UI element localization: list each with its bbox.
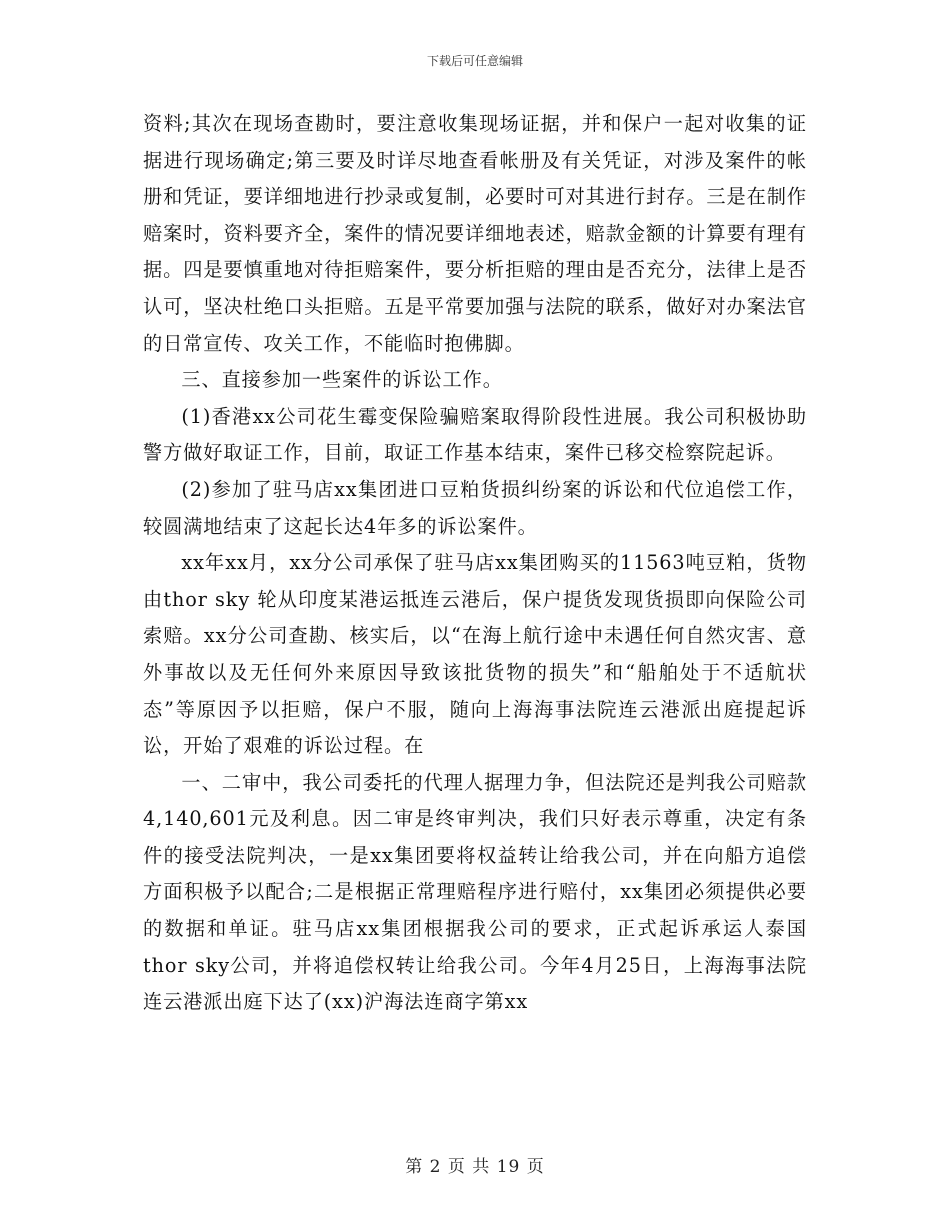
document-body (143, 106, 807, 1021)
header-note: 下载后可任意编辑 (426, 54, 523, 68)
paragraph: (2)参加了驻马店xx集团进口豆粕货损纠纷案的诉讼和代位追偿工作，较圆满地结束了这起长达4年多的诉讼案件。 (143, 477, 807, 538)
paragraph: 资料;其次在现场查勘时，要注意收集现场证据，并和保户一起对收集的证据进行现场确定;第三要及时详尽地查看帐册及有关凭证，对涉及案件的帐册和凭证，要详细地进行抄录或复制，必要时可对其进行封存。三是在制作赔案时，资料要齐全，案件的情况要详细地表述，赔款金额的计算要有理有据。四是要慎重地对待拒赔案件，要分析拒赔的理由是否充分，法律上是否认可，坚决杜绝口头拒赔。五是平常要加强与法院的联系，做好对办案法官的日常宣传、攻关工作，不能临时抱佛脚。 (143, 112, 807, 355)
paragraph: xx年xx月，xx分公司承保了驻马店xx集团购买的11563吨豆粕，货物由thor sky 轮从印度某港运抵连云港后，保户提货发现货损即向保险公司索赔。xx分公司查勘、核实后，以“在海上航行途中未遇任何自然灾害、意外事故以及无任何外来原因导致该批货物的损失”和“船舶处于不适航状态”等原因予以拒赔，保户不服，随向上海海事法院连云港派出庭提起诉讼，开始了艰难的诉讼过程。在 (143, 551, 807, 758)
section-heading: 三、直接参加一些案件的诉讼工作。 (181, 368, 503, 392)
paragraph: 一、二审中，我公司委托的代理人据理力争，但法院还是判我公司赔款4,140,601元及利息。因二审是终审判决，我们只好表示尊重，决定有条件的接受法院判决，一是xx集团要将权益转让给我公司，并在向船方追偿方面积极予以配合;二是根据正常理赔程序进行赔付，xx集团必须提供必要的数据和单证。驻马店xx集团根据我公司的要求，正式起诉承运人泰国thor sky公司，并将追偿权转让给我公司。今年4月25日，上海海事法院连云港派出庭下达了(xx)沪海法连商字第xx (143, 770, 807, 1014)
paragraph: (1)香港xx公司花生霉变保险骗赔案取得阶段性进展。我公司积极协助警方做好取证工作，目前，取证工作基本结束，案件已移交检察院起诉。 (143, 404, 807, 465)
page-number-footer: 第 2 页 共 19 页 (405, 1157, 545, 1177)
